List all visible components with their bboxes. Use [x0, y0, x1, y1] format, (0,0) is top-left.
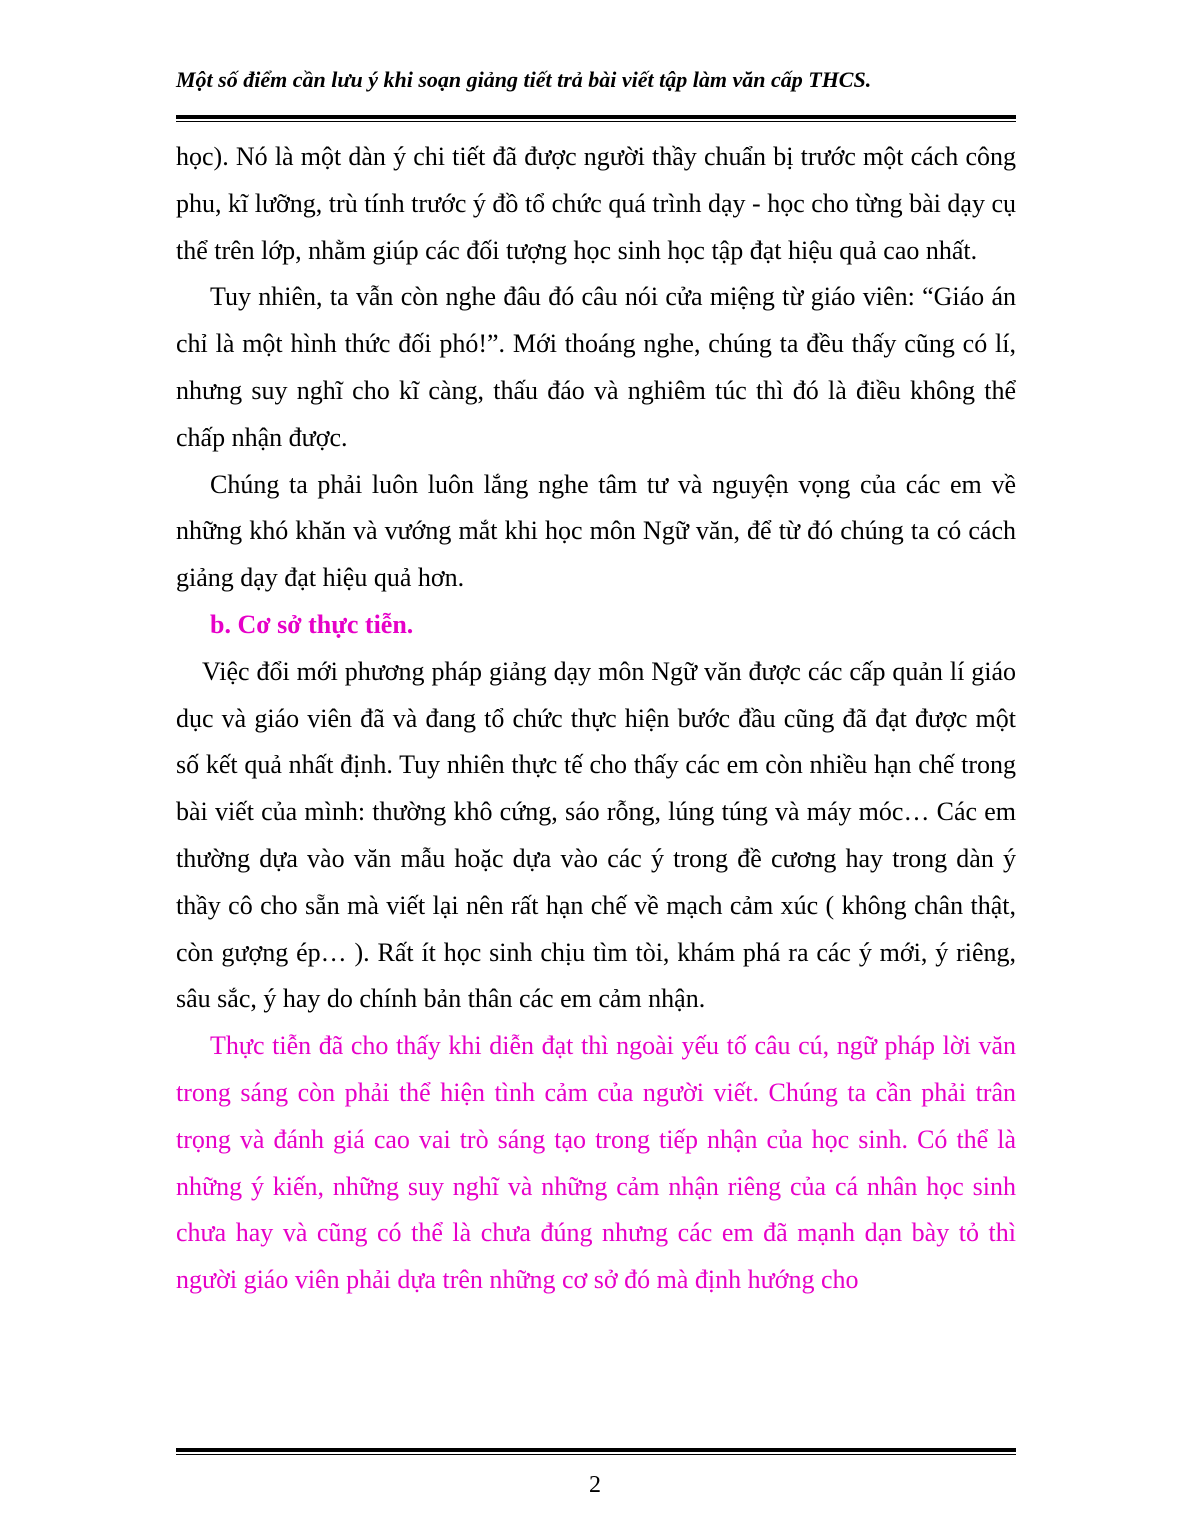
paragraph-lesson-plan-opinion: Tuy nhiên, ta vẫn còn nghe đâu đó câu nói cửa miệng từ giáo viên: “Giáo án chỉ là một hình thức đối phó!”. Mới thoáng nghe, chúng ta đều thấy cũng có lí, nhưng suy nghĩ cho kĩ càng, thấu đáo và nghiêm túc thì đó là điều không thể chấp nhận được. [176, 282, 1016, 452]
header-divider [176, 115, 1016, 122]
section-heading-practical-basis: b. Cơ sở thực tiễn. [210, 609, 414, 639]
document-body [176, 134, 1016, 1304]
page-header-title: Một số điểm cần lưu ý khi soạn giảng tiết trả bài viết tập làm văn cấp THCS. [176, 67, 872, 92]
page-number: 2 [589, 1472, 601, 1498]
paragraph-method-reform: Việc đổi mới phương pháp giảng dạy môn Ngữ văn được các cấp quản lí giáo dục và giáo viên đã và đang tổ chức thực hiện bước đầu cũng đã đạt được một số kết quả nhất định. Tuy nhiên thực tế cho thấy các em còn nhiều hạn chế trong bài viết của mình: thường khô cứng, sáo rỗng, lúng túng và máy móc… Các em thường dựa vào văn mẫu hoặc dựa vào các ý trong đề cương hay trong dàn ý thầy cô cho sẵn mà viết lại nên rất hạn chế về mạch cảm xúc ( không chân thật, còn gượng ép… ). Rất ít học sinh chịu tìm tòi, khám phá ra các ý mới, ý riêng, sâu sắc, ý hay do chính bản thân các em cảm nhận. [176, 656, 1016, 1014]
paragraph-listening-students: Chúng ta phải luôn luôn lắng nghe tâm tư và nguyện vọng của các em về những khó khăn và vướng mắt khi học môn Ngữ văn, để từ đó chúng ta có cách giảng dạy đạt hiệu quả hơn. [176, 469, 1016, 593]
paragraph-practice-highlighted: Thực tiễn đã cho thấy khi diễn đạt thì ngoài yếu tố câu cú, ngữ pháp lời văn trong sáng còn phải thể hiện tình cảm của người viết. Chúng ta cần phải trân trọng và đánh giá cao vai trò sáng tạo trong tiếp nhận của học sinh. Có thể là những ý kiến, những suy nghĩ và những cảm nhận riêng của cá nhân học sinh chưa hay và cũng có thể là chưa đúng nhưng các em đã mạnh dạn bày tỏ thì người giáo viên phải dựa trên những cơ sở đó mà định hướng cho [176, 1031, 1016, 1295]
footer-divider [176, 1448, 1016, 1455]
paragraph-continuation: học). Nó là một dàn ý chi tiết đã được người thầy chuẩn bị trước một cách công phu, kĩ lưỡng, trù tính trước ý đồ tổ chức quá trình dạy - học cho từng bài dạy cụ thể trên lớp, nhằm giúp các đối tượng học sinh học tập đạt hiệu quả cao nhất. [176, 142, 1016, 265]
